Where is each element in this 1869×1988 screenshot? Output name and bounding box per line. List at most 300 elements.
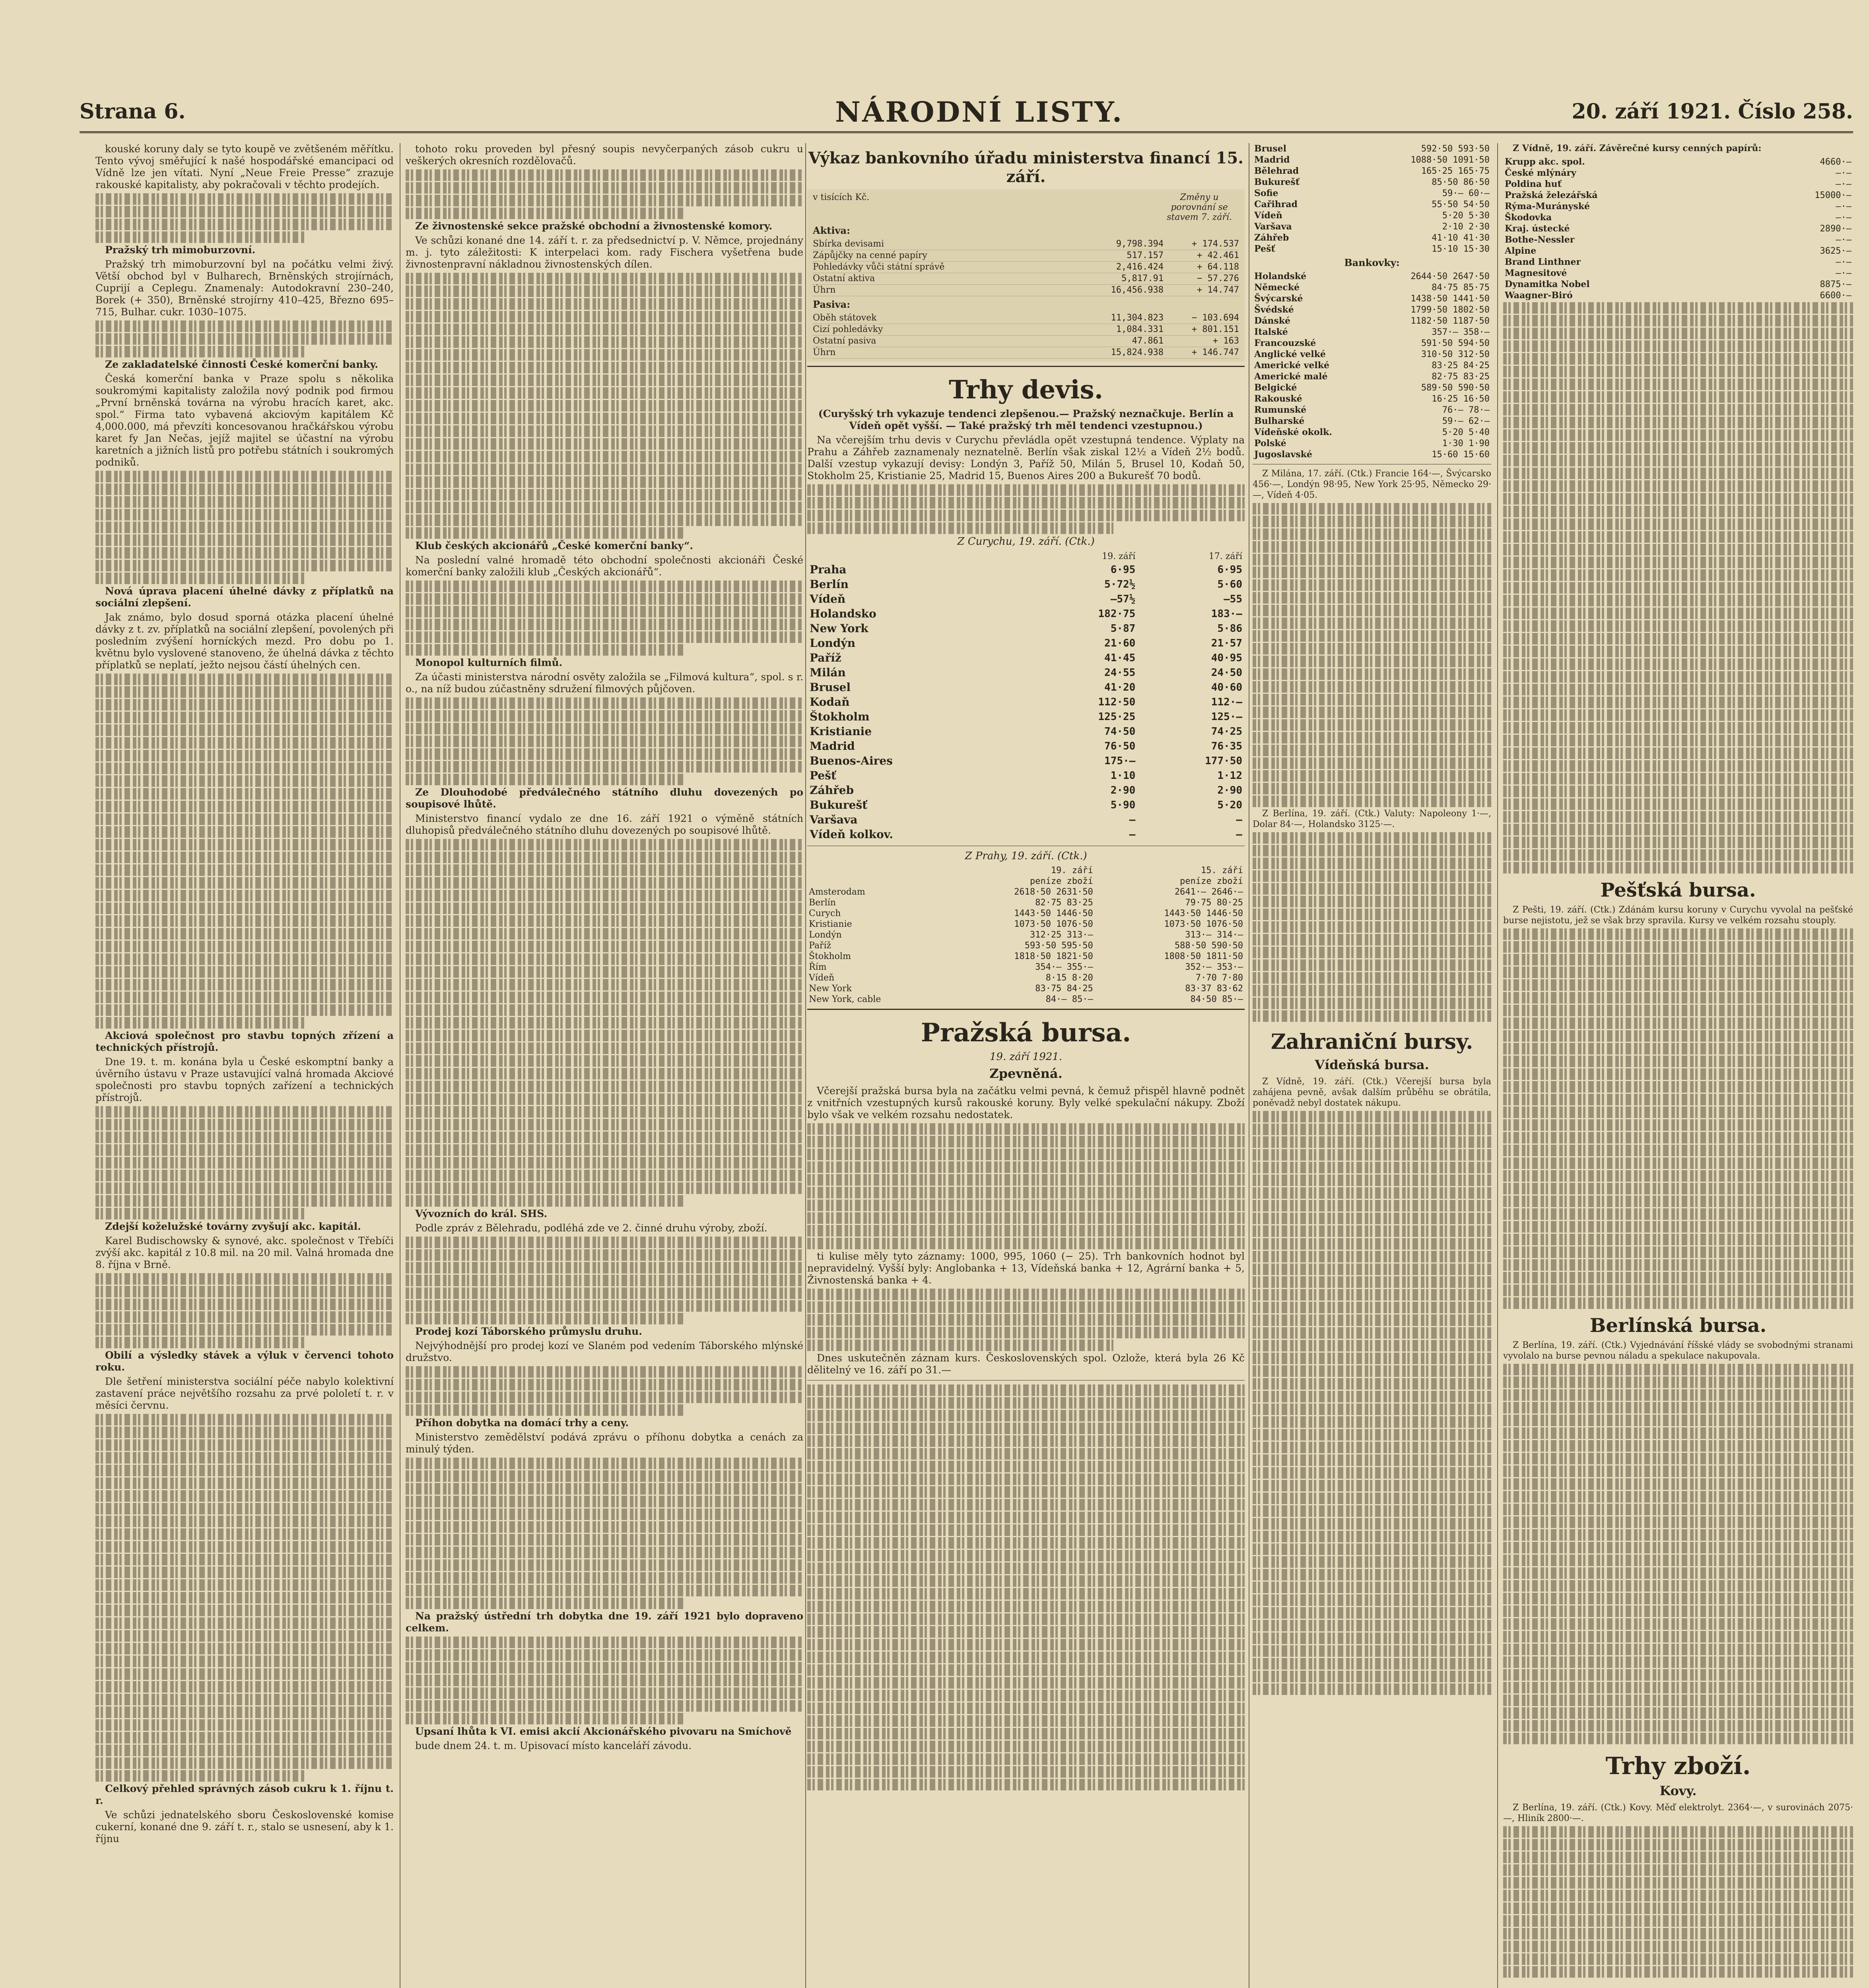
text-line xyxy=(1503,1580,1853,1592)
row-value: 16·25 16·50 xyxy=(1432,394,1490,404)
article-text: Ministerstvo zemědělství podává zprávu o příhonu dobytka a cenách za minulý týden. xyxy=(406,1431,803,1455)
text-line xyxy=(1503,1656,1853,1668)
currency-name: Bukurešť xyxy=(810,798,868,812)
city-rates-table xyxy=(1253,143,1491,254)
row-label: Vídeň xyxy=(1254,210,1282,221)
text-line xyxy=(807,1149,1245,1160)
row-values xyxy=(1116,239,1239,250)
article-text: Ve schůzi jednatelského sboru Československé komise cukerní, konané dne 9. září t. r., stalo se usnesení, aby k 1. říjnu xyxy=(95,1809,394,1844)
text-line xyxy=(1253,668,1491,680)
text-line xyxy=(1503,1733,1853,1744)
rate-value: 6·95 xyxy=(1110,563,1136,576)
text-line xyxy=(1503,1157,1853,1169)
rate-value: 76·50 xyxy=(1104,740,1136,752)
table-header: 17. září xyxy=(1208,551,1242,561)
table-row xyxy=(1253,143,1491,154)
text-line xyxy=(1503,760,1853,772)
row-label: Jugoslavské xyxy=(1254,449,1312,460)
table-row xyxy=(1503,290,1853,301)
row-value: 3625·— xyxy=(1820,246,1852,256)
row-value: 2644·50 2647·50 xyxy=(1410,271,1490,282)
text-line xyxy=(406,1182,803,1194)
text-line xyxy=(1503,1056,1853,1067)
table-header: peníze zboží xyxy=(1180,876,1243,886)
text-line xyxy=(406,593,803,605)
table-row xyxy=(1253,282,1491,293)
text-line xyxy=(95,1414,394,1425)
text-line xyxy=(1253,1200,1491,1211)
row-value: 5·20 5·40 xyxy=(1442,427,1490,437)
text-line xyxy=(1253,617,1491,629)
text-line xyxy=(1253,1391,1491,1402)
text-line xyxy=(95,1528,394,1540)
text-line xyxy=(406,1585,803,1596)
rate-value: 21·60 xyxy=(1104,637,1136,649)
article-heading: Příhon dobytka na domácí trhy a ceny. xyxy=(415,1417,629,1429)
text-line xyxy=(1503,1826,1853,1838)
text-line xyxy=(1253,1327,1491,1339)
bank-report-row xyxy=(813,336,1239,347)
table-row xyxy=(807,827,1245,842)
text-line xyxy=(406,362,803,373)
article-text: Dnes uskutečněn záznam kurs. Československých spol. Ozlože, která byla 26 Kč dělitelný ve 16. září po 31.— xyxy=(807,1352,1245,1376)
table-row xyxy=(1503,256,1853,268)
text-line xyxy=(406,1093,803,1105)
row-label: Anglické velké xyxy=(1254,349,1326,359)
row-value: 47.861 xyxy=(1132,336,1164,346)
rate-value: —57½ xyxy=(1110,593,1136,605)
currency-name: Madrid xyxy=(810,740,855,753)
table-row xyxy=(1253,154,1491,165)
text-line xyxy=(1253,832,1491,844)
rate-value: 1073·50 1076·50 xyxy=(1164,919,1243,929)
row-value: 1182·50 1187·50 xyxy=(1410,316,1490,326)
currency-name: Buenos-Aires xyxy=(810,754,893,767)
text-line xyxy=(1503,658,1853,670)
row-value: —·— xyxy=(1836,179,1852,189)
rate-value: 1808·50 1811·50 xyxy=(1164,951,1243,961)
text-line xyxy=(95,852,394,863)
row-value: 9,798.394 xyxy=(1116,239,1164,249)
text-line xyxy=(1503,1119,1853,1131)
table-row xyxy=(807,951,1245,962)
text-line xyxy=(95,1477,394,1489)
text-line xyxy=(95,763,394,774)
article-text: Včerejší pražská bursa byla na začátku velmi pevná, k čemuž přispěl hlavně podnět z vnitřních vzestupných kursů rakouské koruny. Byly velké spekulační nákupy. Zboží bylo však ve velkém rozsahu nedostatek. xyxy=(807,1085,1245,1120)
text-line xyxy=(406,387,803,399)
table-row xyxy=(1253,371,1491,382)
text-line xyxy=(1503,1376,1853,1388)
row-label: Varšava xyxy=(1254,221,1292,232)
bank-report-title: Výkaz bankovního úřadu ministerstva financí 15. září. xyxy=(808,149,1244,186)
row-value: —·— xyxy=(1836,235,1852,245)
text-line xyxy=(1503,1402,1853,1413)
text-line xyxy=(807,1174,1245,1186)
currency-name: New York xyxy=(810,622,868,635)
text-line xyxy=(1503,992,1853,1004)
text-line xyxy=(1503,328,1853,339)
row-label: Bělehrad xyxy=(1254,166,1299,176)
row-values xyxy=(1111,347,1239,358)
pasiva-label: Pasiva: xyxy=(813,299,850,310)
text-line xyxy=(1503,1132,1853,1143)
rate-value: 112·— xyxy=(1211,696,1242,708)
text-line xyxy=(1253,630,1491,642)
currency-name: Paříž xyxy=(810,651,841,664)
divider xyxy=(807,1009,1245,1010)
text-line xyxy=(1253,796,1491,807)
text-line xyxy=(406,619,803,630)
text-line xyxy=(95,522,394,533)
text-line xyxy=(406,928,803,940)
rate-value: 182·75 xyxy=(1098,608,1136,620)
text-line xyxy=(1253,567,1491,578)
bank-report-change-header: Změny u porovnání se stavem 7. září. xyxy=(1167,192,1232,222)
row-value: 6600·— xyxy=(1820,290,1852,301)
text-line xyxy=(1253,1162,1491,1173)
text-line xyxy=(406,1496,803,1507)
text-line xyxy=(1253,1683,1491,1695)
row-label: Italské xyxy=(1254,327,1288,337)
row-value: 310·50 312·50 xyxy=(1421,349,1490,359)
text-line xyxy=(1503,837,1853,848)
article-heading: Klub českých akcionářů „České komerční banky“. xyxy=(415,540,694,551)
text-line xyxy=(406,1572,803,1584)
table-row xyxy=(1253,304,1491,315)
text-line xyxy=(406,464,803,475)
text-line xyxy=(1503,1593,1853,1604)
currency-name: Londýn xyxy=(809,930,842,940)
text-line xyxy=(1253,770,1491,782)
text-line xyxy=(406,839,803,850)
text-line xyxy=(1503,1478,1853,1490)
text-line xyxy=(807,1200,1245,1211)
row-change: − 57.276 xyxy=(1197,274,1239,283)
rate-value: 83·75 84·25 xyxy=(1035,984,1093,994)
text-line xyxy=(1503,1234,1853,1245)
row-label: Dynamitka Nobel xyxy=(1505,279,1590,289)
rate-value: 7·70 7·80 xyxy=(1195,973,1243,983)
text-line xyxy=(1503,1966,1853,1978)
currency-name: Curych xyxy=(809,909,841,918)
row-label: Francouzské xyxy=(1254,338,1316,348)
masthead xyxy=(80,95,1853,133)
text-line xyxy=(95,219,394,230)
text-line xyxy=(807,1397,1245,1409)
row-label: Belgické xyxy=(1254,382,1297,393)
text-line xyxy=(1503,379,1853,390)
table-row xyxy=(1253,415,1491,427)
text-line xyxy=(1253,1416,1491,1428)
text-line xyxy=(1503,1567,1853,1579)
text-line xyxy=(807,1677,1245,1689)
prazska-bursa-title: Pražská bursa. xyxy=(921,1018,1131,1048)
currency-name: Pešť xyxy=(810,769,836,782)
table-row xyxy=(807,973,1245,983)
text-line xyxy=(1503,1953,1853,1965)
text-line xyxy=(95,1617,394,1629)
text-line xyxy=(807,1639,1245,1650)
text-line xyxy=(807,1384,1245,1396)
bank-report-row xyxy=(813,324,1239,336)
text-line xyxy=(95,1516,394,1527)
banknotes-table xyxy=(1253,271,1491,460)
text-line xyxy=(1253,959,1491,971)
table-row xyxy=(807,650,1245,665)
row-value: 1088·50 1091·50 xyxy=(1410,155,1490,165)
currency-name: New York, cable xyxy=(809,994,881,1004)
text-line xyxy=(1253,1582,1491,1593)
text-line xyxy=(95,206,394,217)
text-line xyxy=(1503,928,1853,940)
row-label: Holandské xyxy=(1254,271,1307,282)
text-line xyxy=(1503,302,1853,314)
currency-name: Kodaň xyxy=(810,695,850,709)
row-value: 83·25 84·25 xyxy=(1432,360,1490,371)
zahranicni-title: Zahraniční bursy. xyxy=(1271,1030,1473,1054)
text-line xyxy=(95,788,394,800)
text-line xyxy=(406,992,803,1003)
text-line xyxy=(406,298,803,310)
text-line xyxy=(95,1311,394,1323)
text-line xyxy=(406,1043,803,1054)
table-row xyxy=(807,768,1245,783)
text-line xyxy=(1503,1928,1853,1939)
text-line xyxy=(1253,1569,1491,1580)
text-line xyxy=(807,1524,1245,1536)
table-row xyxy=(1253,349,1491,360)
rate-value: 177·50 xyxy=(1205,755,1242,767)
text-line xyxy=(1253,883,1491,895)
text-line xyxy=(406,1081,803,1092)
text-line xyxy=(406,1119,803,1130)
text-line xyxy=(406,1287,803,1299)
currency-name: Kristianie xyxy=(810,725,872,738)
text-line xyxy=(1253,1314,1491,1326)
currency-name: Amsterodam xyxy=(809,887,865,897)
row-change: + 163 xyxy=(1212,336,1239,346)
text-line xyxy=(1253,541,1491,553)
bank-report-row xyxy=(813,285,1239,296)
article-heading: Nová úprava placení úhelné dávky z příplatků na sociální zlepšení. xyxy=(95,585,394,609)
text-line xyxy=(1253,1518,1491,1530)
text-line xyxy=(1253,909,1491,920)
article-text: Podle zpráv z Bělehradu, podléhá zde ve 2. činné druhu výroby, zboží. xyxy=(415,1222,767,1234)
row-value: 591·50 594·50 xyxy=(1421,338,1490,348)
text-line xyxy=(95,1681,394,1693)
text-line xyxy=(406,1458,803,1469)
article-heading: Akciová společnost pro stavbu topných zřízení a technických přístrojů. xyxy=(95,1030,394,1053)
text-line xyxy=(95,1144,394,1156)
text-line xyxy=(807,1613,1245,1625)
table-row xyxy=(807,783,1245,798)
text-line xyxy=(95,839,394,850)
text-line xyxy=(406,375,803,386)
table-header: 19. září xyxy=(1102,551,1136,561)
row-value: 5·20 5·30 xyxy=(1442,210,1490,221)
currency-name: Vídeň xyxy=(810,592,846,606)
row-label: Kraj. ústecké xyxy=(1505,223,1570,234)
text-line xyxy=(406,877,803,889)
table-row xyxy=(807,739,1245,753)
article-text: Ministerstvo financí vydalo ze dne 16. září 1921 o výměně státních dluhopisů předválečného státního dluhu dovezených po soupisové lhůtě. xyxy=(406,813,803,836)
text-line xyxy=(406,1649,803,1661)
table-row xyxy=(807,798,1245,812)
text-line xyxy=(807,1512,1245,1523)
table-row xyxy=(807,994,1245,1005)
row-change: + 14.747 xyxy=(1197,285,1239,295)
row-label: Alpine xyxy=(1505,246,1537,256)
text-line xyxy=(807,1289,1245,1300)
rate-value: — xyxy=(1129,828,1136,841)
text-line xyxy=(95,864,394,876)
currency-name: Paříž xyxy=(809,941,832,951)
text-line xyxy=(1503,582,1853,594)
text-line xyxy=(1503,722,1853,734)
text-line xyxy=(1503,747,1853,759)
text-line xyxy=(1253,845,1491,856)
text-line xyxy=(406,1106,803,1118)
text-line xyxy=(1503,1852,1853,1863)
table-row xyxy=(807,897,1245,908)
text-line xyxy=(1503,849,1853,861)
article-text: Dle šetření ministerstva sociální péče nabylo kolektivní zastavení práce největšího rozsahu za prvé pololetí t. r. v měsíci červnu. xyxy=(95,1376,394,1411)
row-value: 15,824.938 xyxy=(1111,348,1164,357)
text-line xyxy=(807,1461,1245,1472)
text-line xyxy=(1253,757,1491,769)
column-4 xyxy=(1253,143,1491,1988)
text-line xyxy=(95,1694,394,1705)
text-line xyxy=(95,712,394,723)
rate-value: 5·60 xyxy=(1217,578,1242,590)
rate-value: 2618·50 2631·50 xyxy=(1014,887,1093,897)
bank-report xyxy=(807,189,1245,362)
text-line xyxy=(807,1664,1245,1676)
text-line xyxy=(807,1652,1245,1663)
text-line xyxy=(1503,1504,1853,1515)
text-line xyxy=(406,489,803,501)
text-line xyxy=(1253,896,1491,907)
rate-value: 79·75 80·25 xyxy=(1185,898,1243,908)
text-line xyxy=(1253,1149,1491,1161)
text-line xyxy=(1503,1466,1853,1477)
text-line xyxy=(807,1563,1245,1574)
text-line xyxy=(95,534,394,546)
table-row xyxy=(1253,393,1491,404)
news-text: Z Vídně, 19. září. (Ctk.) Včerejší bursa byla zahájena pevně, avšak dalším průběhu se obrátila, poněvadž nebyl dostatek nákupu. xyxy=(1253,1077,1491,1108)
text-line xyxy=(406,1275,803,1286)
column-5 xyxy=(1503,143,1853,1988)
text-line xyxy=(807,1601,1245,1612)
table-header xyxy=(807,551,1031,562)
text-line xyxy=(406,1675,803,1686)
article-heading: Obilí a výsledky stávek a výluk v červenci tohoto roku. xyxy=(95,1349,394,1373)
text-line xyxy=(406,1237,803,1248)
text-line xyxy=(95,193,394,205)
text-line xyxy=(406,1055,803,1067)
text-line xyxy=(406,890,803,901)
text-line xyxy=(95,1656,394,1667)
row-value: 11,304.823 xyxy=(1111,313,1164,323)
rate-value: 312·25 313·— xyxy=(1030,930,1093,940)
column-rule xyxy=(805,143,806,1988)
text-line xyxy=(406,1249,803,1261)
vienna-stocks-table xyxy=(1503,156,1853,301)
table-row xyxy=(807,812,1245,827)
text-line xyxy=(807,1423,1245,1434)
zurich-title: Z Curychu, 19. září. (Ctk.) xyxy=(957,536,1095,547)
text-line xyxy=(807,1187,1245,1198)
row-change: + 42.461 xyxy=(1197,250,1239,260)
text-line xyxy=(1503,1555,1853,1566)
text-line xyxy=(406,1170,803,1181)
row-value: 55·50 54·50 xyxy=(1432,199,1490,210)
text-line xyxy=(807,1486,1245,1498)
table-row xyxy=(807,962,1245,973)
news-text: Z Berlína, 19. září. (Ctk.) Kovy. Měď elektrolyt. 2364·—, v surovinách 2075·—, Hliník 2800·—. xyxy=(1503,1803,1853,1823)
row-label: Krupp akc. spol. xyxy=(1505,157,1585,167)
rate-value: 183·— xyxy=(1211,608,1242,620)
text-line xyxy=(1253,947,1491,958)
rate-value: 82·75 83·25 xyxy=(1035,898,1093,908)
bank-report-unit: v tisících Kč. xyxy=(813,192,870,202)
rate-value: — xyxy=(1236,828,1242,841)
row-value: 5,817.91 xyxy=(1121,274,1164,283)
text-line xyxy=(1503,862,1853,874)
text-line xyxy=(406,1404,684,1416)
text-line xyxy=(95,1630,394,1642)
rate-value: 112·50 xyxy=(1098,696,1136,708)
table-header xyxy=(807,876,945,887)
text-line xyxy=(1253,643,1491,654)
currency-name: Štokholm xyxy=(810,710,870,723)
text-line xyxy=(95,941,394,952)
rate-value: 588·50 590·50 xyxy=(1174,941,1243,951)
table-row xyxy=(807,908,1245,919)
text-line xyxy=(1253,1543,1491,1555)
text-line xyxy=(1503,1491,1853,1503)
text-line xyxy=(1503,1606,1853,1617)
currency-name: Berlín xyxy=(809,898,836,908)
rate-value: 84·50 85·— xyxy=(1190,994,1243,1004)
text-line xyxy=(406,1547,803,1558)
text-line xyxy=(406,1017,803,1029)
table-row xyxy=(1253,177,1491,188)
text-line xyxy=(1253,972,1491,984)
text-line xyxy=(1503,1068,1853,1080)
text-line xyxy=(807,1728,1245,1740)
text-line xyxy=(807,1766,1245,1778)
table-row xyxy=(1253,438,1491,449)
text-line xyxy=(1503,1631,1853,1642)
text-line xyxy=(807,484,1245,496)
text-line xyxy=(1253,579,1491,591)
row-values xyxy=(1121,273,1239,284)
text-line xyxy=(1503,1208,1853,1220)
text-line xyxy=(1253,1645,1491,1657)
currency-name: Holandsko xyxy=(810,607,876,620)
table-row xyxy=(1253,326,1491,338)
text-line xyxy=(406,336,803,348)
currency-name: Kristianie xyxy=(809,919,852,929)
text-line xyxy=(1503,1915,1853,1927)
text-line xyxy=(95,1592,394,1604)
text-line xyxy=(1503,709,1853,721)
text-line xyxy=(1503,1903,1853,1914)
page-number: Strana 6. xyxy=(80,99,186,124)
currency-name: Řím xyxy=(809,962,827,972)
text-line xyxy=(406,349,803,361)
